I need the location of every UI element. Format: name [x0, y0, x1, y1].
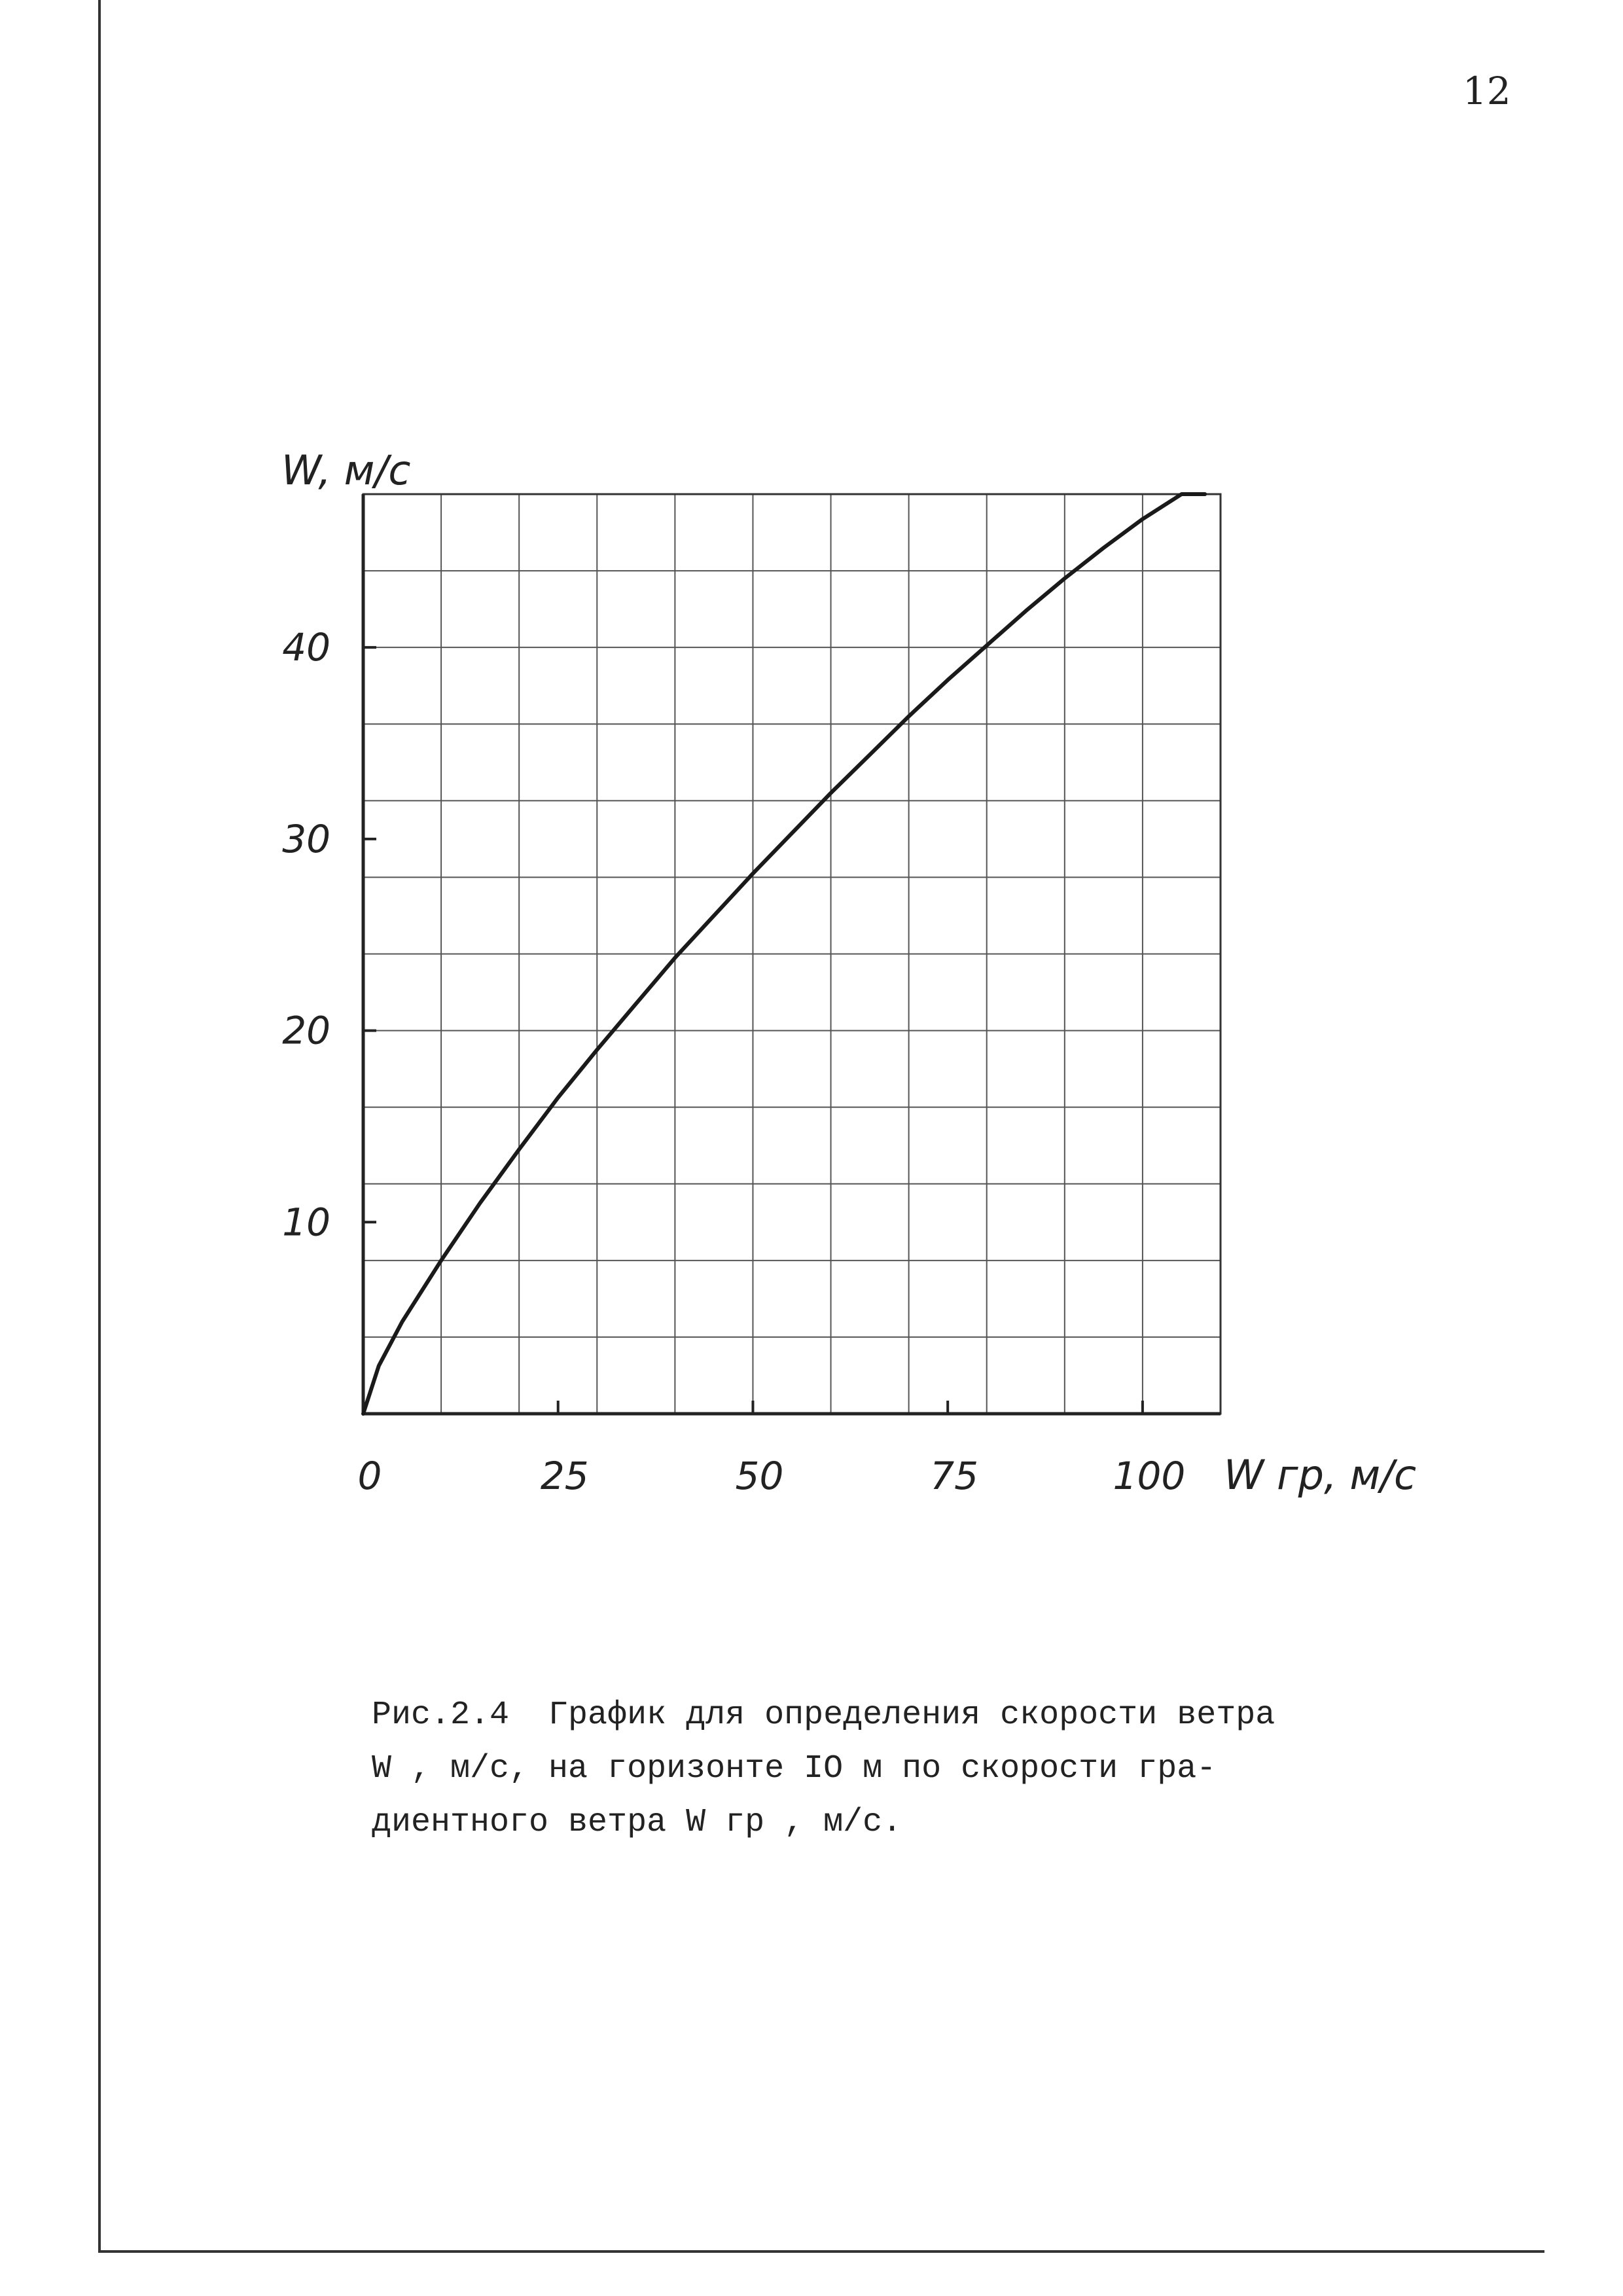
figure-caption — [372, 1689, 1353, 1850]
y-tick-label: 30 — [282, 816, 330, 861]
x-tick-label: 100 — [1113, 1454, 1186, 1498]
y-tick-label: 10 — [282, 1200, 330, 1245]
grid — [363, 494, 1221, 1414]
tick-labels — [282, 625, 1185, 1498]
caption-line-1: Рис.2.4 График для определения скорости ветра — [372, 1696, 1275, 1734]
y-axis-label: W, м/с — [281, 446, 411, 494]
page-number: 12 — [1463, 69, 1511, 113]
x-tick-label: 50 — [735, 1454, 784, 1498]
x-tick-label: 0 — [357, 1454, 382, 1498]
caption-line-3: диентного ветра W гр , м/с. — [372, 1804, 902, 1841]
x-axis-label: W гр, м/с — [1224, 1451, 1417, 1499]
bottom-rule — [98, 2250, 1544, 2253]
caption-line-2: W , м/с, на горизонте IO м по скорости гра- — [372, 1750, 1217, 1787]
y-tick-label: 20 — [282, 1008, 330, 1053]
x-tick-label: 25 — [540, 1454, 589, 1498]
x-tick-label: 75 — [930, 1454, 979, 1498]
y-tick-label: 40 — [282, 625, 330, 670]
